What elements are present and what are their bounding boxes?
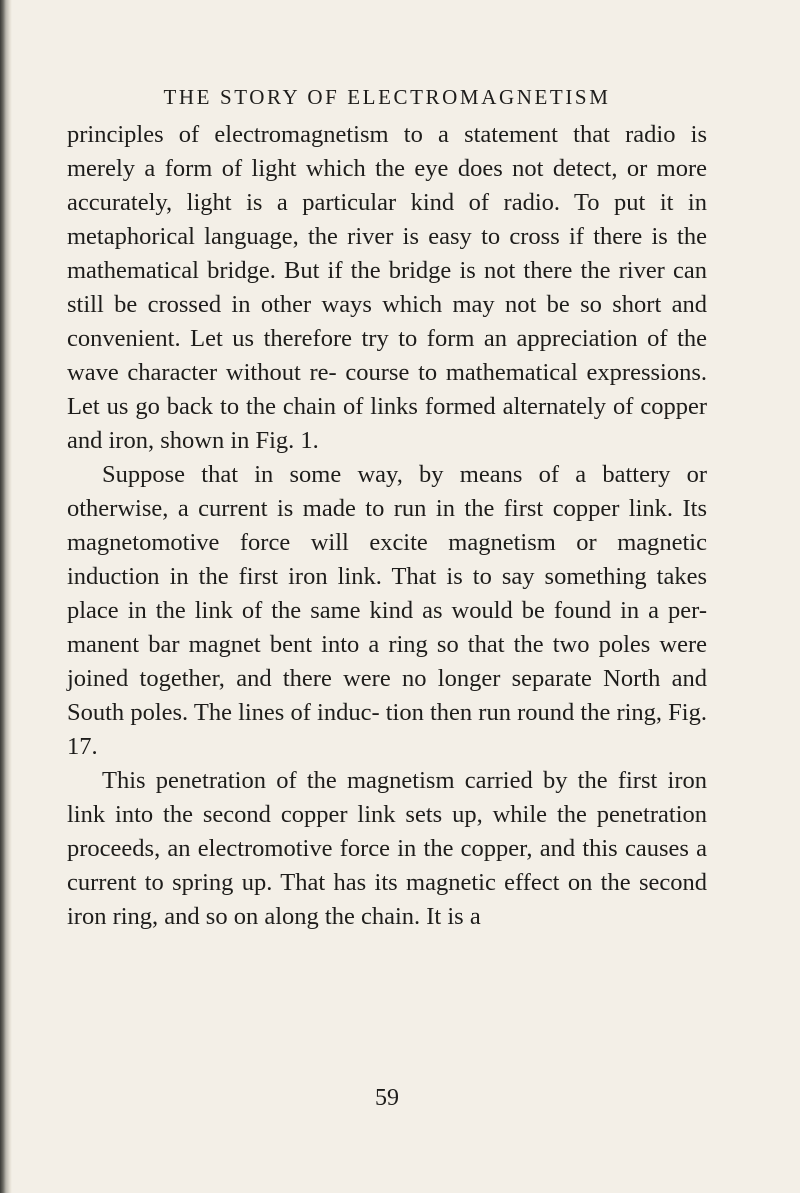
page-number: 59 xyxy=(375,1085,399,1111)
paragraph-3: This penetration of the magnetism carried by the first iron link into the second copper link sets up, while the penetration proceeds, an electromotive force in the copper, and this causes a current to spring up. That has its magnetic effect on the second iron ring, and so on along the chain. It is a xyxy=(67,767,707,930)
book-page xyxy=(67,0,707,1193)
page-binding-edge xyxy=(0,0,12,1193)
body-text xyxy=(67,118,707,934)
running-head: THE STORY OF ELECTROMAGNETISM xyxy=(163,85,611,109)
paragraph-2: Suppose that in some way, by means of a battery or otherwise, a current is made to run in the first copper link. Its magnetomotive force will excite magnetism or magnetic induction in the first iron link. That is to say something takes place in the link of the same kind as would be found in a per- manent bar magnet bent into a ring so that the two poles were joined together, and there were no longer separate North and South poles. The lines of induc- tion then run round the ring, Fig. 17. xyxy=(67,461,707,760)
paragraph-1: principles of electromagnetism to a statement that radio is merely a form of light which the eye does not detect, or more accurately, light is a particular kind of radio. To put it in metaphorical language, the river is easy to cross if there is the mathematical bridge. But if the bridge is not there the river can still be crossed in other ways which may not be so short and convenient. Let us therefore try to form an appreciation of the wave character without re- course to mathematical expressions. Let us go back to the chain of links formed alternately of copper and iron, shown in Fig. 1. xyxy=(67,121,707,454)
